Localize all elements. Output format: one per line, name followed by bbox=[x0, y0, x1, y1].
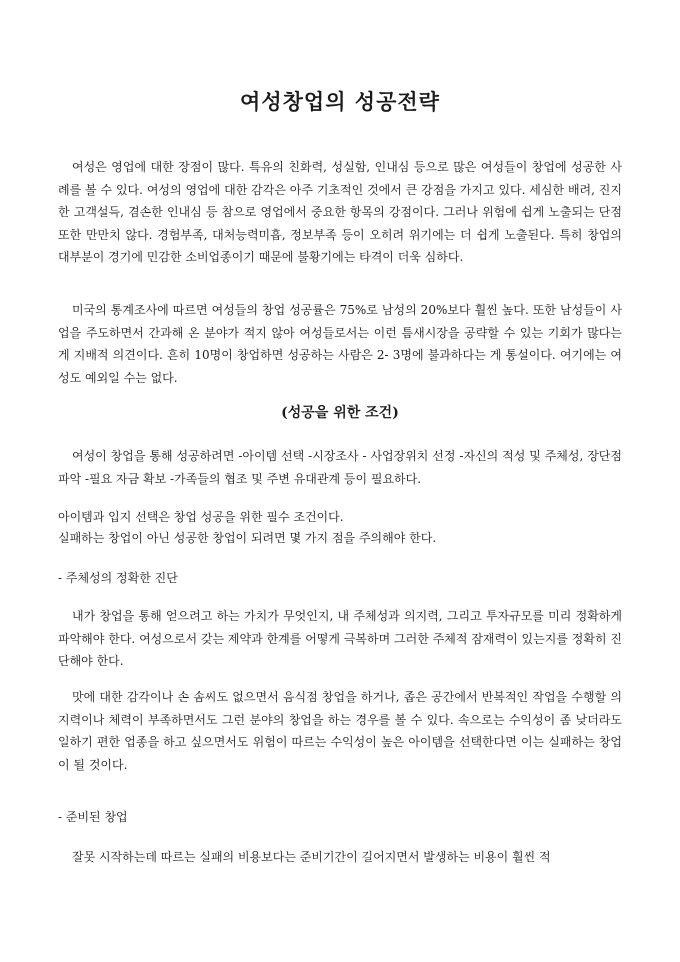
paragraph-us-statistics: 미국의 통계조사에 따르면 여성들의 창업 성공률은 75%로 남성의 20%보다 훨씬 높다. 또한 남성들이 사업을 주도하면서 간과해 온 분야가 적지 않아 여성들로서는 이런 틈새시장을 공략할 수 있는 기회가 많다는 게 지배적 의견이다. 흔히 10명이 창업하면 성공하는 사람은 2- 3명에 불과하다는 게 통설이다. 여기에는 여성도 예외일 수는 없다. bbox=[58, 303, 622, 385]
document-title: 여성창업의 성공전략 bbox=[240, 89, 440, 114]
paragraph-preparation-cost: 잘못 시작하는데 따르는 실패의 비용보다는 준비기간이 길어지면서 발생하는 비용이 훨씬 적 bbox=[72, 850, 551, 864]
paragraph-item-location-line: 아이템과 입지 선택은 창업 성공을 위한 필수 조건이다. bbox=[58, 510, 344, 524]
section-heading-self-diagnosis: - 주체성의 정확한 진단 bbox=[58, 571, 178, 585]
paragraph-failure-example: 맛에 대한 감각이나 손 솜씨도 없으면서 음식점 창업을 하거나, 좁은 공간에서 반복적인 작업을 수행할 의지력이나 체력이 부족하면서도 그런 분야의 창업을 하는 경우를 볼 수 있다. 속으로는 수익성이 좀 낮더라도 일하기 편한 업종을 하고 싶으면서도 위험이 따르는 수익성이 높은 아이템을 선택한다면 이는 실패하는 창업이 될 것이다. bbox=[58, 690, 622, 772]
paragraph-female-business-strengths: 여성은 영업에 대한 장점이 많다. 특유의 친화력, 성실함, 인내심 등으로 많은 여성들이 창업에 성공한 사례를 볼 수 있다. 여성의 영업에 대한 감각은 아주 기초적인 것에서 큰 강점을 가지고 있다. 세심한 배려, 진지한 고객설득, 겸손한 인내심 등 참으로 영업에서 중요한 항목의 강점이다. 그러나 위험에 쉽게 노출되는 단점 또한 만만치 않다. 경험부족, 대처능력미흡, 정보부족 등이 오히려 위기에는 더 쉽게 노출된다. 특히 창업의 대부분이 경기에 민감한 소비업종이기 때문에 불황기에는 타격이 더욱 심하다. bbox=[58, 160, 622, 264]
paragraph-self-diagnosis: 내가 창업을 통해 얻으려고 하는 가치가 무엇인지, 내 주체성과 의지력, 그리고 투자규모를 미리 정확하게 파악해야 한다. 여성으로서 갖는 제약과 한계를 어떻게 극복하며 그러한 주체적 잠재력이 있는지를 정확히 진단해야 한다. bbox=[58, 609, 622, 668]
section-heading-prepared-startup: - 준비된 창업 bbox=[58, 810, 128, 824]
paragraph-success-requirements: 여성이 창업을 통해 성공하려면 -아이템 선택 -시장조사 - 사업장위치 선정 -자신의 적성 및 주체성, 장단점 파악 -필요 자금 확보 -가족들의 협조 및 주변 유대관계 등이 필요하다. bbox=[58, 449, 622, 486]
paragraph-caution-line: 실패하는 창업이 아닌 성공한 창업이 되려면 몇 가지 점을 주의해야 한다. bbox=[58, 531, 437, 545]
section-subheading-success-conditions: (성공을 위한 조건) bbox=[281, 405, 399, 421]
